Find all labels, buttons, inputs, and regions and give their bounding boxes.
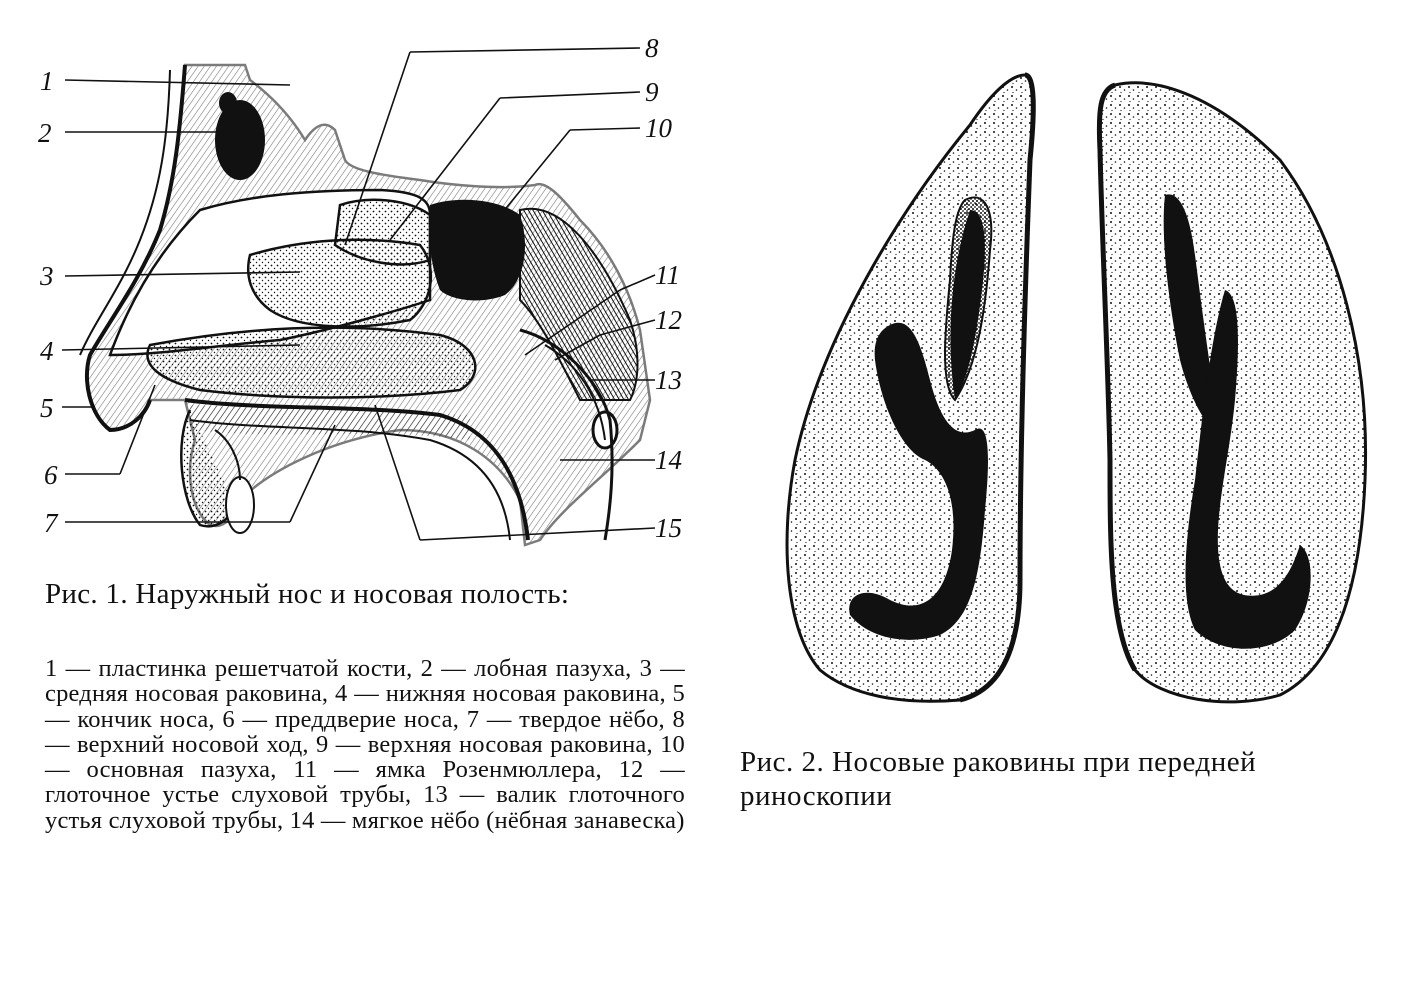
label-12: 12 bbox=[655, 305, 682, 335]
label-10: 10 bbox=[645, 113, 672, 143]
label-3: 3 bbox=[40, 261, 54, 291]
label-11: 11 bbox=[655, 260, 680, 290]
label-15: 15 bbox=[655, 513, 682, 543]
label-13: 13 bbox=[655, 365, 682, 395]
turbinates-illustration bbox=[740, 40, 1400, 730]
figure1-caption-title: Рис. 1. Наружный нос и носовая полость: bbox=[45, 578, 570, 610]
figure2-caption: Рис. 2. Носовые раковины при передней риноскопии bbox=[740, 746, 1257, 812]
label-14: 14 bbox=[655, 445, 682, 475]
label-6: 6 bbox=[44, 460, 58, 490]
label-7: 7 bbox=[44, 508, 58, 538]
label-2: 2 bbox=[38, 118, 52, 148]
label-1: 1 bbox=[40, 66, 54, 96]
label-8: 8 bbox=[645, 33, 659, 63]
nasal-cavity-illustration bbox=[0, 0, 700, 560]
label-4: 4 bbox=[40, 336, 54, 366]
label-9: 9 bbox=[645, 77, 659, 107]
right-nasal-passage bbox=[1099, 83, 1365, 702]
left-nasal-passage bbox=[787, 75, 1033, 701]
figure1-caption-body: 1 — пластинка решетчатой кости, 2 — лобная пазуха, 3 — средняя носовая раковина, 4 — нижняя носовая раковина, 5 — кончик носа, 6 — преддверие носа, 7 — твердое нёбо, 8 — верхний носовой ход, 9 — верхняя носовая раковина, 10 — основная пазуха, 11 — ямка Розенмюллера, 12 — глоточное устье слуховой трубы, 13 — валик глоточного устья слуховой трубы, 14 — мягкое нёбо (нёбная занавеска) bbox=[45, 655, 685, 834]
label-5: 5 bbox=[40, 393, 54, 423]
